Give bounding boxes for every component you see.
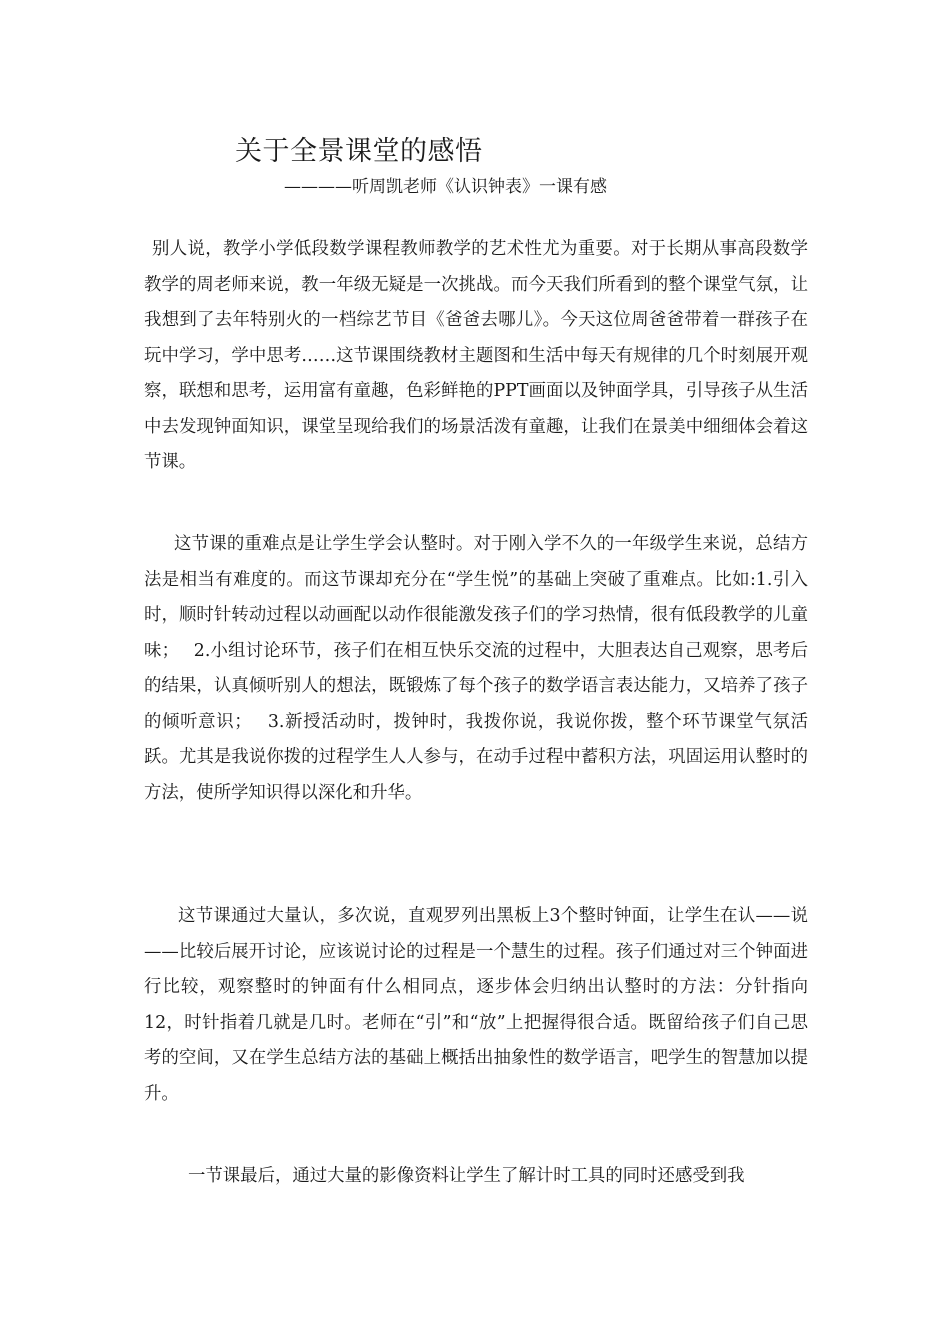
paragraph: 一节课最后，通过大量的影像资料让学生了解计时工具的同时还感受到我 [188,1166,745,1186]
paragraph: 这节课的重难点是让学生学会认整时。对于刚入学不久的一年级学生来说，总结方法是相当有难度的。而这节课却充分在“学生悦”的基础上突破了重难点。比如:1.引入时，顺时针转动过程以动画配以动作很能激发孩子们的学习热情，很有低段教学的儿童味； 2.小组讨论环节，孩子们在相互快乐交流的过程中，大胆表达自己观察，思考后的结果，认真倾听别人的想法，既锻炼了每个孩子的数学语言表达能力，又培养了孩子的倾听意识； 3.新授活动时，拨钟时，我拨你说，我说你拨，整个环节课堂气氛活跃。尤其是我说你拨的过程学生人人参与，在动手过程中蓄积方法，巩固运用认整时的方法，使所学知识得以深化和升华。 [144,534,808,803]
paragraph: 这节课通过大量认，多次说，直观罗列出黑板上3个整时钟面，让学生在认——说——比较后展开讨论，应该说讨论的过程是一个慧生的过程。孩子们通过对三个钟面进行比较，观察整时的钟面有什么相同点，逐步体会归纳出认整时的方法：分针指向12，时针指着几就是几时。老师在“引”和“放”上把握得很合适。既留给孩子们自己思考的空间，又在学生总结方法的基础上概括出抽象性的数学语言，吧学生的智慧加以提升。 [144,906,808,1104]
paragraph: 别人说，教学小学低段数学课程教师教学的艺术性尤为重要。对于长期从事高段数学教学的周老师来说，教一年级无疑是一次挑战。而今天我们所看到的整个课堂气氛，让我想到了去年特别火的一档综艺节目《爸爸去哪儿》。今天这位周爸爸带着一群孩子在玩中学习，学中思考……这节课围绕教材主题图和生活中每天有规律的几个时刻展开观察，联想和思考，运用富有童趣，色彩鲜艳的PPT画面以及钟面学具，引导孩子从生活中去发现钟面知识，课堂呈现给我们的场景活泼有童趣，让我们在景美中细细体会着这节课。 [144,239,808,472]
document-subtitle: ————听周凯老师《认识钟表》一课有感 [284,177,607,197]
document-title: 关于全景课堂的感悟 [235,136,483,167]
